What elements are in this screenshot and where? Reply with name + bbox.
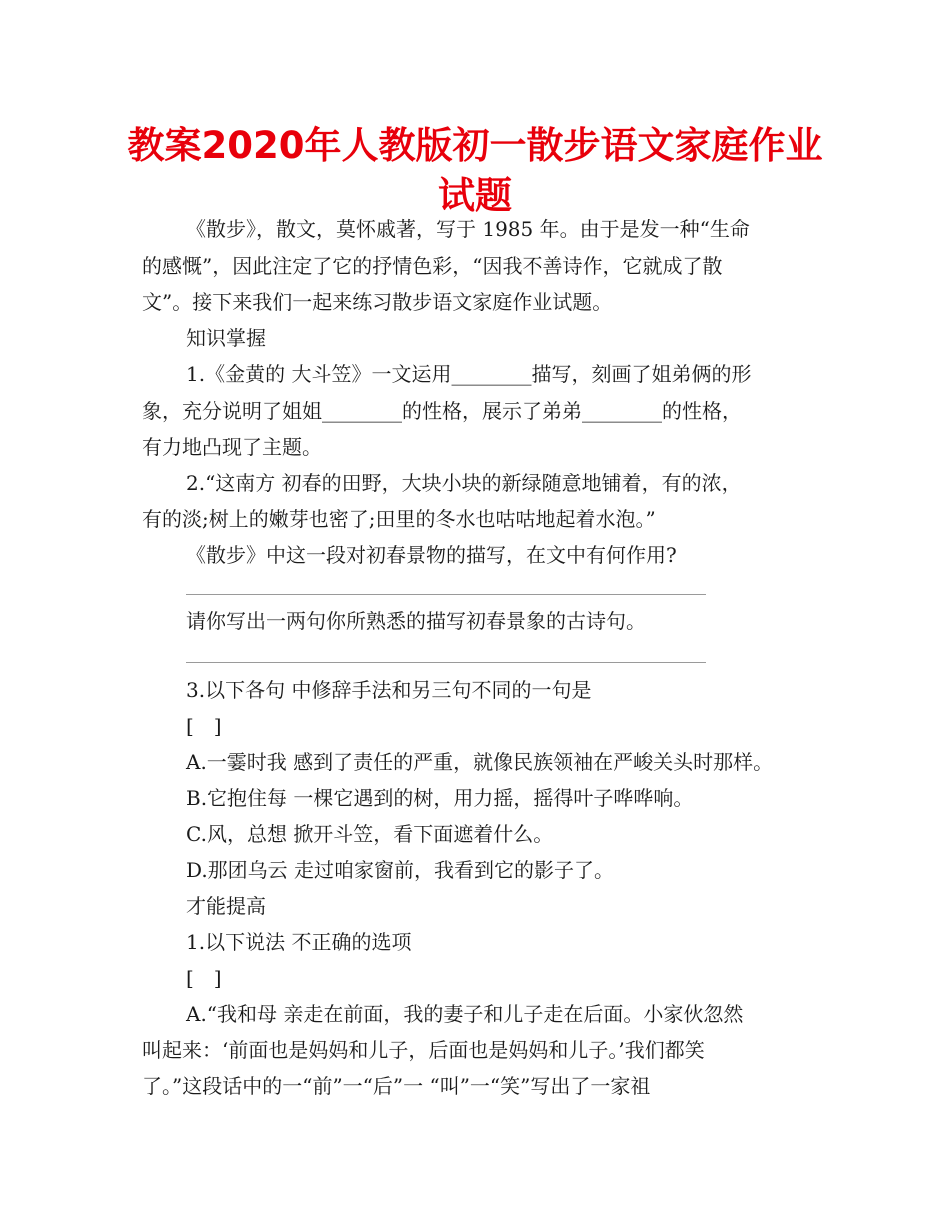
question-2-line-1: 2.“这南方 初春的田野，大块小块的新绿随意地铺着，有的浓，	[186, 471, 742, 495]
question-3-option-b: B.它抱住每 一棵它遇到的树，用力摇，摇得叶子哗哗响。	[186, 786, 694, 810]
answer-line-1[interactable]	[186, 594, 706, 595]
question-3-option-a: A.一霎时我 感到了责任的严重，就像民族领袖在严峻关头时那样。	[186, 750, 774, 774]
intro-line-1: 《散步》，散文，莫怀戚著，写于 1985 年。由于是发一种“生命	[186, 217, 750, 241]
ability-question-1-option-a-line-2: 叫起来：‘前面也是妈妈和儿子，后面也是妈妈和儿子。’我们都笑	[142, 1038, 705, 1062]
question-1-line-1: 1.《金黄的 大斗笠》一文运用________描写，刻画了姐弟俩的形	[186, 362, 752, 386]
section-heading-knowledge: 知识掌握	[186, 326, 266, 350]
question-3-answer-bracket: [ ]	[186, 714, 222, 738]
document-title-line-2: 试题	[438, 174, 512, 217]
ability-question-1-option-a-line-3: 了。”这段话中的一“前”一“后”一 “叫”一“笑”写出了一家祖	[142, 1074, 651, 1098]
question-3-stem: 3.以下各句 中修辞手法和另三句不同的一句是	[186, 678, 592, 702]
question-2-subquestion-2: 请你写出一两句你所熟悉的描写初春景象的古诗句。	[186, 609, 646, 633]
intro-line-3: 文”。接下来我们一起来练习散步语文家庭作业试题。	[142, 290, 613, 314]
question-2-line-2: 有的淡;树上的嫩芽也密了;田里的冬水也咕咕地起着水泡。”	[142, 507, 656, 531]
question-1-line-2: 象，充分说明了姐姐________的性格，展示了弟弟________的性格，	[142, 399, 742, 423]
ability-question-1-option-a-line-1: A.“我和母 亲走在前面，我的妻子和儿子走在后面。小家伙忽然	[186, 1002, 744, 1026]
question-3-option-c: C.风，总想 掀开斗笠，看下面遮着什么。	[186, 822, 554, 846]
section-heading-ability: 才能提高	[186, 894, 266, 918]
document-title-line-1: 教案2020年人教版初一散步语文家庭作业	[127, 124, 823, 167]
question-3-option-d: D.那团乌云 走过咱家窗前，我看到它的影子了。	[186, 858, 615, 882]
intro-line-2: 的感慨”，因此注定了它的抒情色彩，“因我不善诗作，它就成了散	[142, 254, 723, 278]
question-2-subquestion-1: 《散步》中这一段对初春景物的描写，在文中有何作用?	[186, 543, 677, 567]
ability-question-1-stem: 1.以下说法 不正确的选项	[186, 930, 412, 954]
ability-question-1-answer-bracket: [ ]	[186, 966, 222, 990]
answer-line-2[interactable]	[186, 662, 706, 663]
question-1-line-3: 有力地凸现了主题。	[142, 435, 322, 459]
